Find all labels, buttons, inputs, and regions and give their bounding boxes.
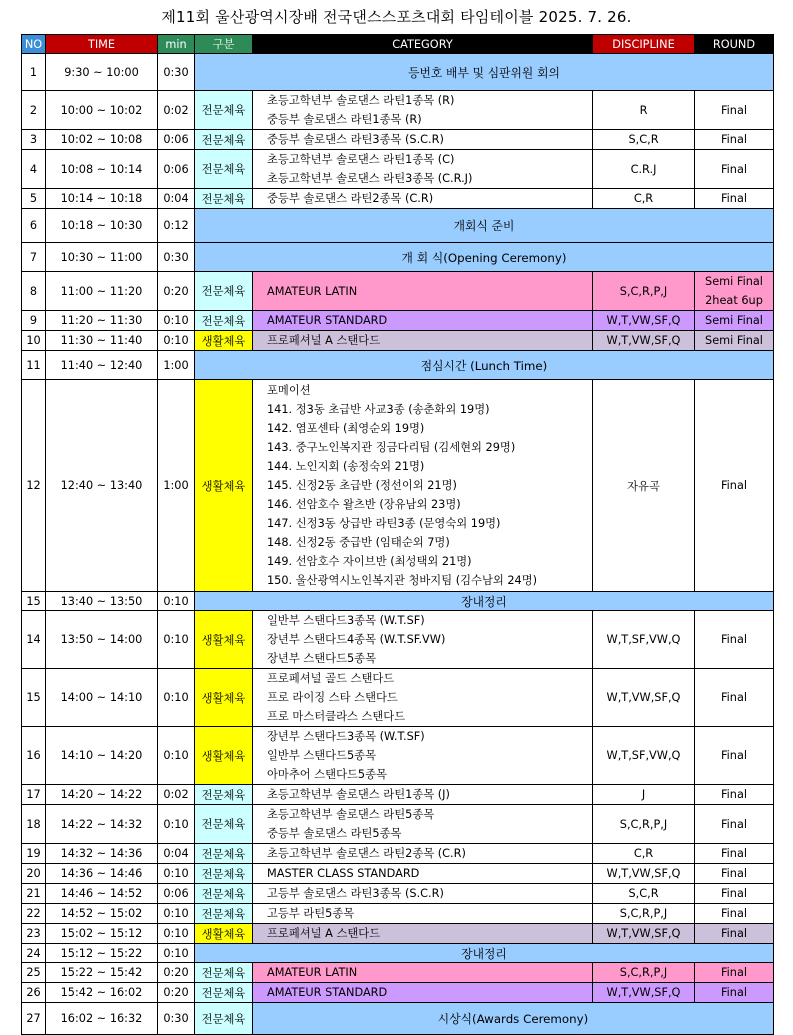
row-number: 10: [22, 331, 46, 351]
row-discipline: 자유곡: [593, 380, 695, 592]
row-discipline: W,T,VW,SF,Q: [593, 669, 695, 727]
row-category: [253, 150, 593, 189]
category-line: 프로페셔널 A 스탠다드: [267, 927, 381, 940]
row-time: 9:30 ~ 10:00: [46, 54, 158, 91]
category-line: 초등고학년부 솔로댄스 라틴1종목 (J): [267, 788, 450, 801]
header-category: CATEGORY: [253, 35, 593, 54]
row-min: 0:12: [158, 209, 195, 243]
header-time: TIME: [46, 35, 158, 54]
row-discipline: C.R.J: [593, 150, 695, 189]
round-line: 2heat 6up: [705, 294, 763, 307]
row-min: 0:10: [158, 727, 195, 785]
row-number: 17: [22, 785, 46, 805]
row-time: 15:22 ~ 15:42: [46, 963, 158, 983]
row-number: 21: [22, 884, 46, 904]
round-line: Final: [720, 788, 748, 801]
row-round: [695, 272, 774, 311]
table-row: [22, 727, 774, 785]
row-full-event: 점심시간 (Lunch Time): [195, 351, 774, 380]
row-number: 23: [22, 924, 46, 944]
round-line: Final: [720, 479, 748, 492]
row-discipline: W,T,VW,SF,Q: [593, 311, 695, 331]
round-line: Final: [720, 847, 748, 860]
row-round: [695, 785, 774, 805]
round-line: Final: [720, 927, 748, 940]
row-category: [253, 904, 593, 924]
row-division: 전문체육: [195, 805, 253, 844]
round-line: Final: [720, 133, 748, 146]
category-line: 일반부 스탠다드3종목 (W.T.SF): [267, 614, 425, 627]
category-line: 포메이션: [267, 384, 311, 397]
header-discipline: DISCIPLINE: [593, 35, 695, 54]
row-time: 15:02 ~ 15:12: [46, 924, 158, 944]
row-division: 전문체육: [195, 1003, 253, 1035]
category-line: 중등부 솔로댄스 라틴2종목 (C.R): [267, 192, 434, 205]
row-number: 12: [22, 380, 46, 592]
row-min: 0:20: [158, 272, 195, 311]
row-round: [695, 904, 774, 924]
row-round: [695, 189, 774, 209]
round-line: Semi Final: [705, 275, 763, 288]
row-min: 0:06: [158, 150, 195, 189]
row-division: 생활체육: [195, 669, 253, 727]
row-min: 0:10: [158, 944, 195, 963]
round-line: Final: [720, 103, 748, 117]
row-time: 10:18 ~ 10:30: [46, 209, 158, 243]
row-discipline: C,R: [593, 189, 695, 209]
row-category: [253, 963, 593, 983]
row-min: 0:30: [158, 1003, 195, 1035]
table-row: [22, 844, 774, 864]
row-min: 0:30: [158, 54, 195, 91]
row-min: 0:10: [158, 805, 195, 844]
row-time: 11:20 ~ 11:30: [46, 311, 158, 331]
row-full-event: 개 회 식(Opening Ceremony): [195, 243, 774, 272]
row-number: 16: [22, 727, 46, 785]
row-round: [695, 311, 774, 331]
row-min: 0:10: [158, 611, 195, 669]
row-number: 26: [22, 983, 46, 1003]
row-time: 15:42 ~ 16:02: [46, 983, 158, 1003]
category-line: 초등고학년부 솔로댄스 라틴2종목 (C.R): [267, 847, 466, 860]
row-min: 0:10: [158, 924, 195, 944]
row-number: 8: [22, 272, 46, 311]
category-line: 초등고학년부 솔로댄스 라틴3종목 (C.R.J): [267, 172, 473, 185]
row-round: [695, 727, 774, 785]
row-round: [695, 331, 774, 351]
header-row: [22, 35, 774, 54]
row-division: 전문체육: [195, 189, 253, 209]
row-discipline: C,R: [593, 844, 695, 864]
row-discipline: W,T,SF,VW,Q: [593, 727, 695, 785]
row-discipline: W,T,VW,SF,Q: [593, 983, 695, 1003]
row-round: [695, 924, 774, 944]
category-line: 아마추어 스탠다드5종목: [267, 768, 387, 781]
row-discipline: S,C,R,P,J: [593, 805, 695, 844]
row-discipline: W,T,SF,VW,Q: [593, 611, 695, 669]
category-line: 148. 신정2동 중급반 (임태순외 7명): [267, 536, 450, 549]
round-line: Semi Final: [705, 334, 763, 347]
row-min: 0:06: [158, 884, 195, 904]
category-line: 147. 신정3동 상급반 라틴3종 (문영숙외 19명): [267, 517, 501, 530]
row-round: [695, 130, 774, 150]
row-division: 생활체육: [195, 331, 253, 351]
row-category: [253, 884, 593, 904]
round-line: Final: [720, 633, 748, 646]
row-division: 생활체육: [195, 924, 253, 944]
row-min: 0:04: [158, 189, 195, 209]
row-number: 7: [22, 243, 46, 272]
table-row: [22, 983, 774, 1003]
row-category: [253, 805, 593, 844]
table-row: [22, 592, 774, 611]
row-discipline: J: [593, 785, 695, 805]
table-row: [22, 54, 774, 91]
row-full-event: 등번호 배부 및 심판위원 회의: [195, 54, 774, 91]
row-division: 생활체육: [195, 380, 253, 592]
table-row: [22, 150, 774, 189]
table-row: [22, 963, 774, 983]
row-number: 3: [22, 130, 46, 150]
row-time: 11:00 ~ 11:20: [46, 272, 158, 311]
table-row: [22, 91, 774, 130]
row-division: 전문체육: [195, 91, 253, 130]
row-round: [695, 669, 774, 727]
row-category: [253, 189, 593, 209]
row-full-event: 장내정리: [195, 592, 774, 611]
row-time: 10:30 ~ 11:00: [46, 243, 158, 272]
timetable-body: [22, 54, 774, 1035]
table-row: [22, 311, 774, 331]
row-min: 0:20: [158, 963, 195, 983]
header-division: 구분: [195, 35, 253, 54]
category-line: 일반부 스탠다드5종목: [267, 749, 376, 762]
row-time: 16:02 ~ 16:32: [46, 1003, 158, 1035]
category-line: 장년부 스탠다드3종목 (W.T.SF): [267, 730, 425, 743]
row-category: [253, 272, 593, 311]
row-category: [253, 864, 593, 884]
row-round: [695, 864, 774, 884]
row-number: 11: [22, 351, 46, 380]
row-category: [253, 983, 593, 1003]
row-min: 0:10: [158, 864, 195, 884]
row-time: 14:10 ~ 14:20: [46, 727, 158, 785]
row-discipline: S,C,R,P,J: [593, 272, 695, 311]
header-min: min: [158, 35, 195, 54]
row-discipline: S,C,R: [593, 884, 695, 904]
row-discipline: S,C,R: [593, 130, 695, 150]
row-time: 14:00 ~ 14:10: [46, 669, 158, 727]
row-category: [253, 331, 593, 351]
round-line: Final: [720, 162, 748, 176]
row-category: [253, 669, 593, 727]
category-line: 장년부 스탠다드4종목 (W.T.SF.VW): [267, 633, 446, 646]
row-number: 18: [22, 805, 46, 844]
table-row: [22, 785, 774, 805]
table-row: [22, 130, 774, 150]
row-number: 22: [22, 904, 46, 924]
row-number: 15: [22, 669, 46, 727]
row-category: [253, 611, 593, 669]
category-line: 141. 정3동 초급반 사교3종 (송춘화외 19명): [267, 403, 490, 416]
row-time: 10:02 ~ 10:08: [46, 130, 158, 150]
row-round: [695, 611, 774, 669]
row-round: [695, 983, 774, 1003]
row-discipline: W,T,VW,SF,Q: [593, 864, 695, 884]
category-line: AMATEUR STANDARD: [267, 314, 388, 327]
row-category: [253, 924, 593, 944]
round-line: Final: [720, 966, 748, 979]
row-number: 24: [22, 944, 46, 963]
row-number: 14: [22, 611, 46, 669]
row-number: 6: [22, 209, 46, 243]
row-round: [695, 844, 774, 864]
table-row: [22, 904, 774, 924]
table-row: [22, 944, 774, 963]
row-time: 10:00 ~ 10:02: [46, 91, 158, 130]
row-division: 전문체육: [195, 904, 253, 924]
row-discipline: R: [593, 91, 695, 130]
row-discipline: W,T,VW,SF,Q: [593, 924, 695, 944]
category-line: 초등고학년부 솔로댄스 라틴1종목 (C): [267, 153, 455, 166]
round-line: Final: [720, 887, 748, 900]
row-full-event: 장내정리: [195, 944, 774, 963]
table-row: [22, 864, 774, 884]
category-line: 146. 선암호수 왈츠반 (장유남외 23명): [267, 498, 461, 511]
row-time: 14:46 ~ 14:52: [46, 884, 158, 904]
table-row: [22, 351, 774, 380]
category-line: AMATEUR LATIN: [267, 966, 358, 979]
row-division: 전문체육: [195, 963, 253, 983]
category-line: 고등부 라틴5종목: [267, 907, 355, 920]
row-time: 12:40 ~ 13:40: [46, 380, 158, 592]
row-category: [253, 727, 593, 785]
row-number: 4: [22, 150, 46, 189]
row-category: [253, 130, 593, 150]
row-category: [253, 311, 593, 331]
category-line: 장년부 스탠다드5종목: [267, 652, 376, 665]
table-row: [22, 611, 774, 669]
row-number: 15: [22, 592, 46, 611]
round-line: Final: [720, 986, 748, 999]
row-division: 전문체육: [195, 844, 253, 864]
category-line: 프로페셔널 골드 스탠다드: [267, 672, 395, 685]
category-line: MASTER CLASS STANDARD: [267, 867, 420, 880]
row-division: 전문체육: [195, 150, 253, 189]
category-line: 프로 라이징 스타 스탠다드: [267, 691, 398, 704]
category-line: 프로 마스터클라스 스탠다드: [267, 710, 406, 723]
row-time: 10:14 ~ 10:18: [46, 189, 158, 209]
round-line: Final: [720, 867, 748, 880]
round-line: Semi Final: [705, 314, 763, 327]
row-category: [253, 844, 593, 864]
row-min: 0:20: [158, 983, 195, 1003]
timetable: [21, 34, 774, 1035]
row-min: 0:10: [158, 904, 195, 924]
row-min: 0:04: [158, 844, 195, 864]
row-category: [253, 785, 593, 805]
category-line: 중등부 솔로댄스 라틴5종목: [267, 827, 402, 840]
row-time: 11:30 ~ 11:40: [46, 331, 158, 351]
table-row: [22, 272, 774, 311]
round-line: Final: [720, 907, 748, 920]
row-time: 14:22 ~ 14:32: [46, 805, 158, 844]
row-min: 0:30: [158, 243, 195, 272]
row-number: 1: [22, 54, 46, 91]
category-line: 고등부 솔로댄스 라틴3종목 (S.C.R): [267, 887, 444, 900]
row-time: 13:40 ~ 13:50: [46, 592, 158, 611]
category-line: 중등부 솔로댄스 라틴1종목 (R): [267, 113, 422, 126]
round-line: Final: [720, 192, 748, 205]
row-division: 전문체육: [195, 884, 253, 904]
row-round: [695, 805, 774, 844]
row-division: 생활체육: [195, 611, 253, 669]
table-row: [22, 189, 774, 209]
category-line: 143. 중구노인복지관 징금다리팀 (김세현외 29명): [267, 441, 516, 454]
category-line: 150. 울산광역시노인복지관 청바지팀 (김수남외 24명): [267, 574, 538, 587]
page-title: 제11회 울산광역시장배 전국댄스스포츠대회 타임테이블 2025. 7. 26.: [161, 8, 632, 26]
row-discipline: S,C,R,P,J: [593, 904, 695, 924]
category-line: 142. 염포센타 (최영순외 19명): [267, 422, 425, 435]
row-min: 1:00: [158, 351, 195, 380]
row-full-event: 개회식 준비: [195, 209, 774, 243]
table-row: [22, 331, 774, 351]
row-category: [253, 91, 593, 130]
row-min: 0:10: [158, 669, 195, 727]
header-round: ROUND: [695, 35, 774, 54]
row-division: 전문체육: [195, 272, 253, 311]
row-number: 27: [22, 1003, 46, 1035]
row-full-event: 시상식(Awards Ceremony): [253, 1003, 774, 1035]
row-division: 전문체육: [195, 130, 253, 150]
category-line: AMATEUR STANDARD: [267, 986, 388, 999]
row-number: 20: [22, 864, 46, 884]
row-number: 2: [22, 91, 46, 130]
table-row: [22, 669, 774, 727]
row-time: 14:52 ~ 15:02: [46, 904, 158, 924]
row-round: [695, 963, 774, 983]
row-min: 0:10: [158, 592, 195, 611]
table-row: [22, 243, 774, 272]
row-time: 13:50 ~ 14:00: [46, 611, 158, 669]
row-number: 5: [22, 189, 46, 209]
row-time: 11:40 ~ 12:40: [46, 351, 158, 380]
round-line: Final: [720, 691, 748, 704]
row-time: 14:20 ~ 14:22: [46, 785, 158, 805]
row-number: 9: [22, 311, 46, 331]
table-row: [22, 924, 774, 944]
header-no: NO: [22, 35, 46, 54]
row-min: 0:02: [158, 785, 195, 805]
category-line: 프로페셔널 A 스탠다드: [267, 334, 381, 347]
row-number: 25: [22, 963, 46, 983]
row-category: [253, 380, 593, 592]
row-time: 15:12 ~ 15:22: [46, 944, 158, 963]
row-discipline: S,C,R,P,J: [593, 963, 695, 983]
row-time: 10:08 ~ 10:14: [46, 150, 158, 189]
row-min: 0:02: [158, 91, 195, 130]
table-row: [22, 805, 774, 844]
category-line: 145. 신정2동 초급반 (정선이외 21명): [267, 479, 457, 492]
row-time: 14:32 ~ 14:36: [46, 844, 158, 864]
row-min: 0:10: [158, 331, 195, 351]
table-row: [22, 209, 774, 243]
table-row: [22, 380, 774, 592]
row-min: 0:10: [158, 311, 195, 331]
category-line: 149. 선암호수 자이브반 (최성택외 21명): [267, 555, 472, 568]
row-division: 전문체육: [195, 311, 253, 331]
row-round: [695, 884, 774, 904]
category-line: 중등부 솔로댄스 라틴3종목 (S.C.R): [267, 133, 444, 146]
row-round: [695, 91, 774, 130]
category-line: 초등고학년부 솔로댄스 라틴5종목: [267, 808, 435, 821]
table-row: [22, 884, 774, 904]
row-division: 전문체육: [195, 864, 253, 884]
round-line: Final: [720, 749, 748, 762]
row-division: 전문체육: [195, 785, 253, 805]
category-line: 144. 노인지회 (송정숙외 21명): [267, 460, 425, 473]
row-number: 19: [22, 844, 46, 864]
round-line: Final: [720, 817, 748, 831]
row-division: 생활체육: [195, 727, 253, 785]
category-line: 초등고학년부 솔로댄스 라틴1종목 (R): [267, 94, 455, 107]
row-round: [695, 380, 774, 592]
row-time: 14:36 ~ 14:46: [46, 864, 158, 884]
row-min: 1:00: [158, 380, 195, 592]
category-line: AMATEUR LATIN: [267, 284, 358, 298]
row-min: 0:06: [158, 130, 195, 150]
row-round: [695, 150, 774, 189]
row-discipline: W,T,VW,SF,Q: [593, 331, 695, 351]
row-division: 전문체육: [195, 983, 253, 1003]
